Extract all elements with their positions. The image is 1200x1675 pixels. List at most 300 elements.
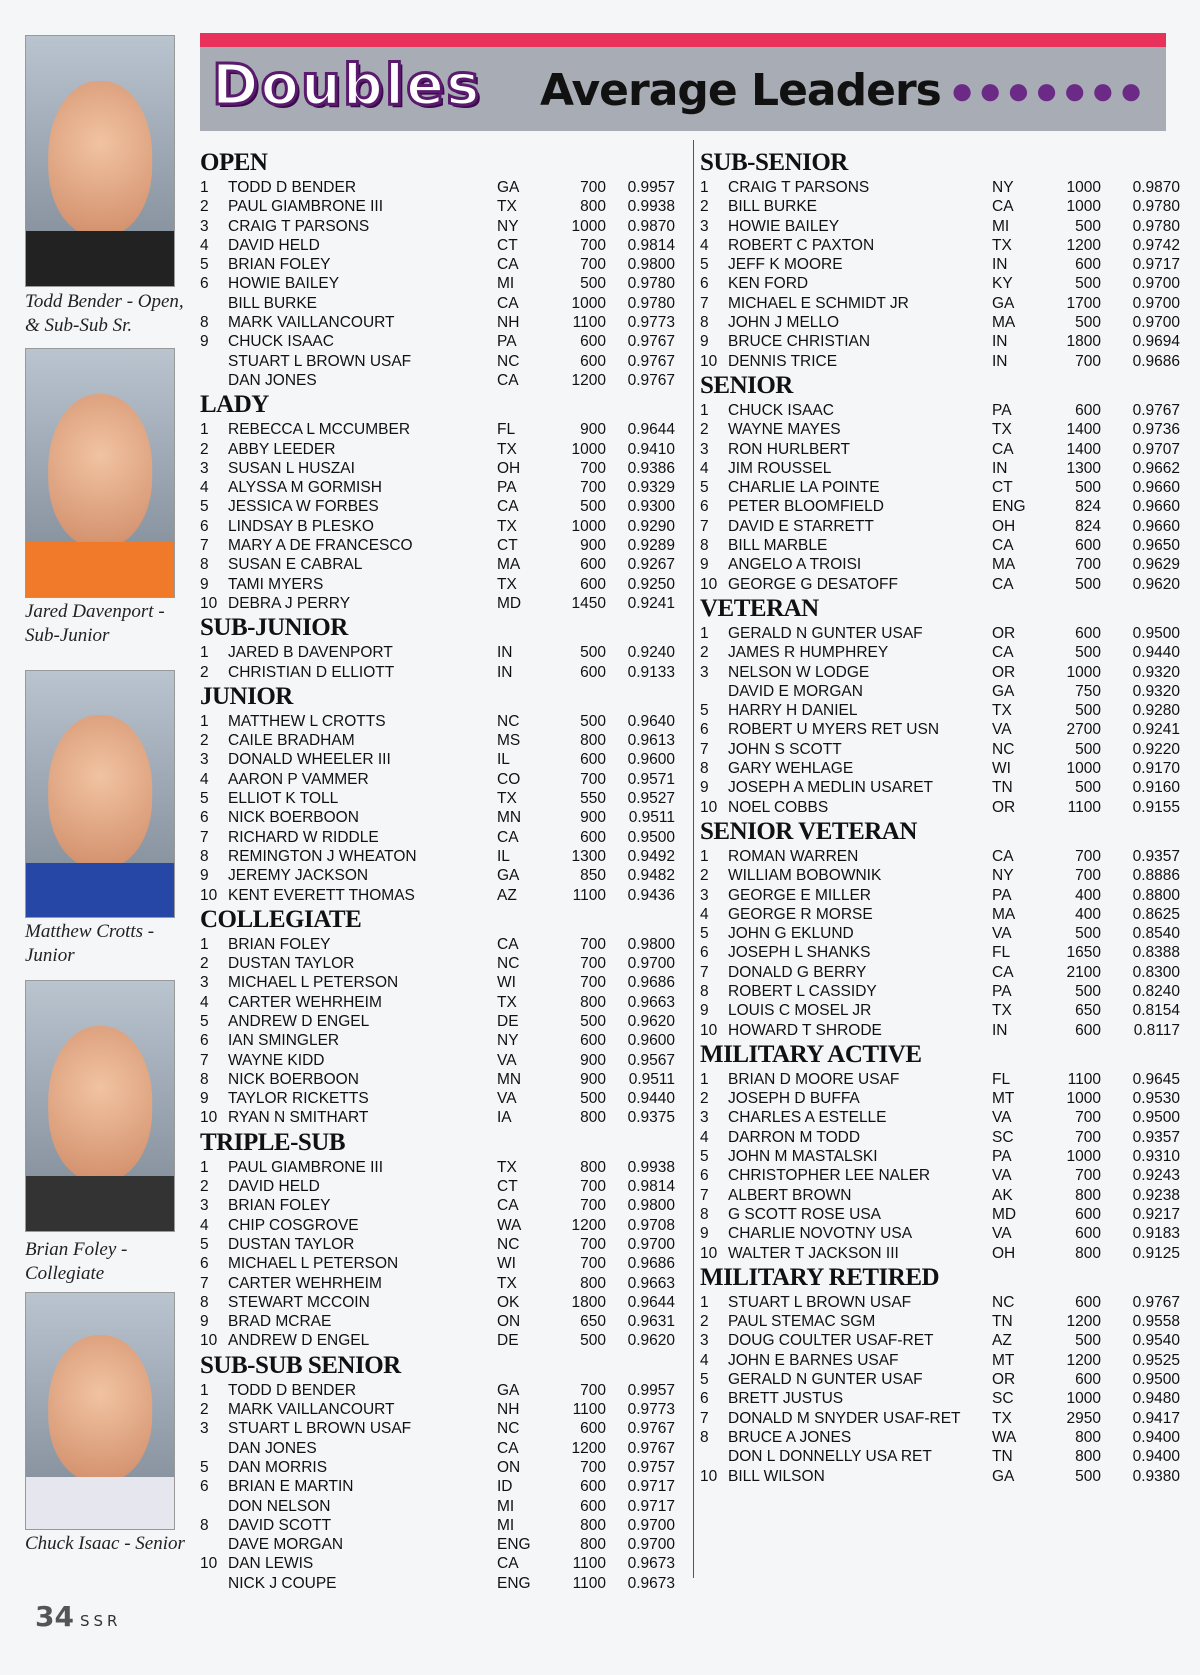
average: 0.8300 <box>1132 963 1180 981</box>
table-row <box>200 575 680 594</box>
section-open <box>200 148 680 390</box>
targets: 800 <box>1075 1186 1101 1204</box>
shooter-name: DAN LEWIS <box>228 1555 314 1573</box>
targets: 700 <box>580 955 606 973</box>
shooter-name: DUSTAN TAYLOR <box>228 1235 355 1253</box>
table-row <box>200 274 680 293</box>
rank: 5 <box>200 790 209 808</box>
average: 0.9125 <box>1132 1244 1180 1262</box>
average: 0.9540 <box>1132 1332 1180 1350</box>
state: NY <box>992 867 1014 885</box>
rank: 2 <box>200 440 209 458</box>
average: 0.9380 <box>1132 1467 1180 1485</box>
shooter-name: BRIAN D MOORE USAF <box>728 1070 900 1088</box>
table-row <box>200 1312 680 1331</box>
rank: 2 <box>200 1178 209 1196</box>
average: 0.9329 <box>627 479 675 497</box>
average: 0.9870 <box>1132 179 1180 196</box>
shooter-name: JOHN G EKLUND <box>728 925 854 943</box>
targets: 1400 <box>1066 421 1101 439</box>
targets: 600 <box>580 663 606 681</box>
table-row <box>700 536 1180 555</box>
state: VA <box>992 721 1012 739</box>
section-sub-senior <box>700 148 1180 371</box>
face-shape <box>48 81 152 236</box>
targets: 900 <box>580 1051 606 1069</box>
targets: 700 <box>1075 1128 1101 1146</box>
section-title: SUB-SUB SENIOR <box>200 1351 401 1379</box>
rank: 10 <box>200 886 218 904</box>
state: PA <box>497 333 517 351</box>
rank: 10 <box>700 1021 718 1039</box>
state: TX <box>992 421 1012 439</box>
rank: 7 <box>700 294 709 312</box>
rank: 10 <box>700 1467 718 1485</box>
targets: 600 <box>580 1478 606 1496</box>
targets: 1000 <box>571 517 606 535</box>
rank: 1 <box>700 1070 709 1088</box>
table-row <box>700 236 1180 255</box>
table-row <box>700 1108 1180 1127</box>
average: 0.9767 <box>627 1439 675 1457</box>
rank: 4 <box>200 236 209 254</box>
section-title: VETERAN <box>700 594 819 622</box>
table-row <box>200 313 680 332</box>
state: VA <box>992 1167 1012 1185</box>
targets: 500 <box>1075 644 1101 662</box>
shooter-name: STUART L BROWN USAF <box>728 1293 912 1311</box>
table-row <box>700 1312 1180 1331</box>
state: MN <box>497 1070 522 1088</box>
rank: 2 <box>200 732 209 750</box>
section-title: OPEN <box>200 149 268 176</box>
shooter-name: DAN JONES <box>228 1439 317 1457</box>
shooter-name: PAUL GIAMBRONE III <box>228 198 384 216</box>
state: MD <box>497 594 522 612</box>
state: IA <box>497 1109 512 1127</box>
targets: 1000 <box>1066 1090 1101 1108</box>
rank: 3 <box>200 1420 209 1438</box>
photo-chuck-isaac <box>25 1292 175 1530</box>
state: ON <box>497 1458 521 1476</box>
state: NC <box>992 1293 1015 1311</box>
banner-dots: ●●●●●●● <box>950 69 1148 113</box>
targets: 1000 <box>1066 760 1101 778</box>
table-row <box>700 555 1180 574</box>
table-row <box>200 1331 680 1350</box>
shooter-name: CARTER WEHRHEIM <box>228 1274 382 1292</box>
rank: 4 <box>200 993 209 1011</box>
state: NY <box>992 179 1014 196</box>
state: MS <box>497 732 521 750</box>
average: 0.9600 <box>627 1032 675 1050</box>
state: TN <box>992 779 1013 797</box>
shirt-shape <box>26 542 174 597</box>
shooter-name: CHARLIE LA POINTE <box>728 479 880 497</box>
targets: 1000 <box>1066 198 1101 216</box>
average: 0.9567 <box>627 1051 675 1069</box>
state: TX <box>497 1274 517 1292</box>
state: MA <box>992 905 1016 923</box>
state: CA <box>497 1555 519 1573</box>
state: CT <box>497 537 518 555</box>
shooter-name: BRUCE A JONES <box>728 1428 852 1446</box>
banner-title-rest: Average Leaders <box>540 65 941 116</box>
rank: 5 <box>700 1148 709 1166</box>
table-row <box>200 332 680 351</box>
shooter-name: WILLIAM BOBOWNIK <box>728 867 882 885</box>
table-row <box>700 497 1180 516</box>
face-shape <box>48 1026 152 1181</box>
average: 0.9631 <box>627 1313 675 1331</box>
average: 0.9800 <box>627 1197 675 1215</box>
rank: 10 <box>700 798 718 816</box>
table-row <box>700 663 1180 682</box>
targets: 850 <box>580 867 606 885</box>
shooter-name: GEORGE E MILLER <box>728 886 871 904</box>
table-row <box>700 1205 1180 1224</box>
average: 0.8540 <box>1132 925 1180 943</box>
table-row <box>700 866 1180 885</box>
average: 0.9686 <box>627 974 675 992</box>
targets: 800 <box>580 1536 606 1554</box>
state: OH <box>992 517 1016 535</box>
targets: 1000 <box>1066 179 1101 196</box>
shooter-name: ANGELO A TROISI <box>728 556 862 574</box>
targets: 900 <box>580 1070 606 1088</box>
table-row <box>200 954 680 973</box>
state: PA <box>992 1148 1012 1166</box>
average: 0.9780 <box>1132 217 1180 235</box>
targets: 500 <box>1075 1332 1101 1350</box>
targets: 2700 <box>1066 721 1101 739</box>
column-divider <box>693 140 694 1578</box>
state: CA <box>992 440 1014 458</box>
shooter-name: DONALD WHEELER III <box>228 751 391 769</box>
targets: 800 <box>580 1274 606 1292</box>
rank: 2 <box>700 867 709 885</box>
state: CA <box>497 1439 519 1457</box>
section-title: MILITARY RETIRED <box>700 1263 940 1291</box>
photo-todd-bender <box>25 35 175 287</box>
state: MI <box>497 275 515 293</box>
state: PA <box>992 886 1012 904</box>
rank: 1 <box>200 1158 209 1176</box>
state: WI <box>992 760 1011 778</box>
targets: 650 <box>1075 1002 1101 1020</box>
average: 0.9243 <box>1132 1167 1180 1185</box>
targets: 1100 <box>572 314 606 332</box>
table-row <box>200 1419 680 1438</box>
targets: 1000 <box>571 440 606 458</box>
average: 0.9700 <box>627 955 675 973</box>
table-row <box>200 789 680 808</box>
rank: 6 <box>700 1167 709 1185</box>
rank: 5 <box>700 479 709 497</box>
shooter-name: JOHN S SCOTT <box>728 740 842 758</box>
average: 0.9440 <box>627 1090 675 1108</box>
state: GA <box>992 1467 1015 1485</box>
shooter-name: ANDREW D ENGEL <box>228 1332 370 1350</box>
state: VA <box>992 1225 1012 1243</box>
shooter-name: NICK BOERBOON <box>228 809 359 827</box>
rank: 9 <box>200 1313 209 1331</box>
rank: 8 <box>700 314 709 332</box>
shooter-name: ABBY LEEDER <box>228 440 336 458</box>
section-title: JUNIOR <box>200 682 293 710</box>
state: NY <box>497 217 519 235</box>
state: CT <box>497 236 518 254</box>
average: 0.9694 <box>1132 333 1180 351</box>
rank: 5 <box>700 702 709 720</box>
table-row <box>700 1293 1180 1312</box>
targets: 600 <box>580 1420 606 1438</box>
banner-title-doubles: Doubles <box>212 53 482 118</box>
targets: 500 <box>1075 702 1101 720</box>
average: 0.9717 <box>1132 256 1180 274</box>
table-row <box>700 847 1180 866</box>
shooter-name: JESSICA W FORBES <box>228 498 379 516</box>
targets: 600 <box>580 556 606 574</box>
rank: 5 <box>200 256 209 274</box>
rank: 8 <box>200 556 209 574</box>
state: ID <box>497 1478 513 1496</box>
state: NC <box>497 1235 520 1253</box>
targets: 500 <box>580 644 606 662</box>
rank: 7 <box>200 1051 209 1069</box>
average: 0.9700 <box>627 1235 675 1253</box>
left-column <box>200 148 680 1593</box>
average: 0.9707 <box>1132 440 1180 458</box>
table-row <box>700 1428 1180 1447</box>
rank: 1 <box>700 624 709 642</box>
photo-caption: Todd Bender - Open, & Sub-Sub Sr. <box>25 291 184 336</box>
shooter-name: TAYLOR RICKETTS <box>228 1090 369 1108</box>
table-row <box>200 255 680 274</box>
state: TX <box>992 1409 1012 1427</box>
section-title: SENIOR <box>700 371 793 399</box>
shooter-name: NOEL COBBS <box>728 798 829 816</box>
state: NH <box>497 314 520 332</box>
table-row <box>200 478 680 497</box>
table-row <box>200 847 680 866</box>
shooter-name: JOHN E BARNES USAF <box>728 1351 899 1369</box>
average: 0.9644 <box>627 1293 675 1311</box>
state: TX <box>497 575 517 593</box>
shooter-name: JARED B DAVENPORT <box>228 644 393 662</box>
rank: 2 <box>200 1401 209 1419</box>
shooter-name: LINDSAY B PLESKO <box>228 517 374 535</box>
shooter-name: DONALD G BERRY <box>728 963 867 981</box>
table-row <box>700 1070 1180 1089</box>
table-row <box>700 294 1180 313</box>
table-row <box>200 1216 680 1235</box>
section-sub-junior <box>200 613 680 682</box>
table-row <box>200 555 680 574</box>
shooter-name: DON NELSON <box>228 1497 331 1515</box>
state: WI <box>497 1255 516 1273</box>
shooter-name: GARY WEHLAGE <box>728 760 854 778</box>
shooter-name: ROBERT U MYERS RET USN <box>728 721 940 739</box>
rank: 3 <box>200 751 209 769</box>
rank: 9 <box>200 333 209 351</box>
state: TX <box>497 198 517 216</box>
rank: 3 <box>200 1197 209 1215</box>
state: IN <box>497 663 513 681</box>
table-row <box>700 1331 1180 1350</box>
targets: 1800 <box>571 1293 606 1311</box>
targets: 400 <box>1075 886 1101 904</box>
shooter-name: DAVID HELD <box>228 1178 320 1196</box>
rank: 5 <box>200 1235 209 1253</box>
state: ENG <box>497 1574 531 1592</box>
rank: 8 <box>700 760 709 778</box>
targets: 500 <box>580 275 606 293</box>
state: NC <box>497 955 520 973</box>
state: CA <box>992 198 1014 216</box>
average: 0.9600 <box>627 751 675 769</box>
average: 0.9613 <box>627 732 675 750</box>
state: CA <box>992 644 1014 662</box>
average: 0.9757 <box>627 1458 675 1476</box>
rank: 10 <box>700 1244 718 1262</box>
table-row <box>200 1497 680 1516</box>
state: SC <box>992 1128 1014 1146</box>
targets: 600 <box>1075 401 1101 419</box>
state: MD <box>992 1205 1017 1223</box>
table-row <box>200 808 680 827</box>
targets: 900 <box>580 537 606 555</box>
average: 0.9500 <box>1132 1109 1180 1127</box>
shooter-name: DONALD M SNYDER USAF-RET <box>728 1409 961 1427</box>
table-row <box>700 178 1180 197</box>
table-row <box>700 1001 1180 1020</box>
average: 0.8800 <box>1132 886 1180 904</box>
shooter-name: NELSON W LODGE <box>728 663 870 681</box>
shooter-name: PETER BLOOMFIELD <box>728 498 884 516</box>
shooter-name: BRAD MCRAE <box>228 1313 332 1331</box>
shooter-name: ELLIOT K TOLL <box>228 790 339 808</box>
table-row <box>700 1166 1180 1185</box>
targets: 500 <box>580 1012 606 1030</box>
average: 0.9700 <box>1132 294 1180 312</box>
photo-brian-foley <box>25 980 175 1232</box>
shooter-name: BRIAN E MARTIN <box>228 1478 354 1496</box>
average: 0.9767 <box>627 1420 675 1438</box>
face-shape <box>48 715 152 868</box>
table-row <box>200 1089 680 1108</box>
rank: 8 <box>200 1516 209 1534</box>
rank: 3 <box>700 886 709 904</box>
targets: 700 <box>1075 867 1101 885</box>
targets: 700 <box>580 1235 606 1253</box>
targets: 600 <box>1075 1205 1101 1223</box>
targets: 700 <box>580 179 606 196</box>
targets: 500 <box>1075 479 1101 497</box>
targets: 500 <box>1075 925 1101 943</box>
targets: 600 <box>1075 256 1101 274</box>
state: CO <box>497 770 521 788</box>
rank: 10 <box>200 594 218 612</box>
targets: 1100 <box>572 1555 606 1573</box>
rank: 7 <box>700 1409 709 1427</box>
table-row <box>700 352 1180 371</box>
state: IL <box>497 751 510 769</box>
table-row <box>700 982 1180 1001</box>
shooter-name: CHUCK ISAAC <box>728 401 834 419</box>
average: 0.9217 <box>1132 1205 1180 1223</box>
rank: 9 <box>700 333 709 351</box>
shooter-name: HOWIE BAILEY <box>728 217 840 235</box>
shooter-name: DAN MORRIS <box>228 1458 328 1476</box>
shooter-name: BRIAN FOLEY <box>228 256 331 274</box>
state: CA <box>992 963 1014 981</box>
rank: 6 <box>200 1032 209 1050</box>
average: 0.9511 <box>628 1070 675 1088</box>
table-row <box>700 197 1180 216</box>
shooter-name: TODD D BENDER <box>228 179 357 196</box>
shooter-name: JOHN M MASTALSKI <box>728 1148 878 1166</box>
targets: 700 <box>580 1178 606 1196</box>
average: 0.9320 <box>1132 663 1180 681</box>
rank: 9 <box>200 867 209 885</box>
state: DE <box>497 1012 519 1030</box>
rank: 7 <box>700 740 709 758</box>
table-row <box>700 217 1180 236</box>
rank: 1 <box>200 421 209 439</box>
targets: 500 <box>1075 1467 1101 1485</box>
rank: 1 <box>200 644 209 662</box>
shooter-name: LOUIS C MOSEL JR <box>728 1002 872 1020</box>
targets: 700 <box>580 479 606 497</box>
targets: 600 <box>1075 1225 1101 1243</box>
rank: 2 <box>700 1090 709 1108</box>
state: NY <box>497 1032 519 1050</box>
average: 0.8388 <box>1132 944 1180 962</box>
rank: 6 <box>200 809 209 827</box>
state: OR <box>992 798 1016 816</box>
shooter-name: SUSAN E CABRAL <box>228 556 363 574</box>
table-row <box>700 517 1180 536</box>
average: 0.9400 <box>1132 1448 1180 1466</box>
rank: 8 <box>200 1070 209 1088</box>
targets: 500 <box>580 1332 606 1350</box>
average: 0.9650 <box>1132 537 1180 555</box>
state: VA <box>497 1051 517 1069</box>
table-row <box>700 274 1180 293</box>
shooter-name: RICHARD W RIDDLE <box>228 828 379 846</box>
rank: 1 <box>700 847 709 865</box>
rank: 8 <box>700 1205 709 1223</box>
state: NC <box>497 712 520 730</box>
targets: 700 <box>580 1458 606 1476</box>
targets: 600 <box>580 333 606 351</box>
targets: 600 <box>1075 537 1101 555</box>
table-row <box>200 178 680 197</box>
shooter-name: IAN SMINGLER <box>228 1032 340 1050</box>
section-title: TRIPLE-SUB <box>200 1128 346 1156</box>
shooter-name: ALBERT BROWN <box>728 1186 852 1204</box>
average: 0.9290 <box>627 517 675 535</box>
average: 0.9558 <box>1132 1313 1180 1331</box>
targets: 600 <box>580 1497 606 1515</box>
average: 0.9736 <box>1132 421 1180 439</box>
state: WI <box>497 974 516 992</box>
targets: 1100 <box>1067 1070 1101 1088</box>
state: TX <box>497 1158 517 1176</box>
shirt-shape <box>26 1176 174 1231</box>
rank: 10 <box>700 352 718 370</box>
